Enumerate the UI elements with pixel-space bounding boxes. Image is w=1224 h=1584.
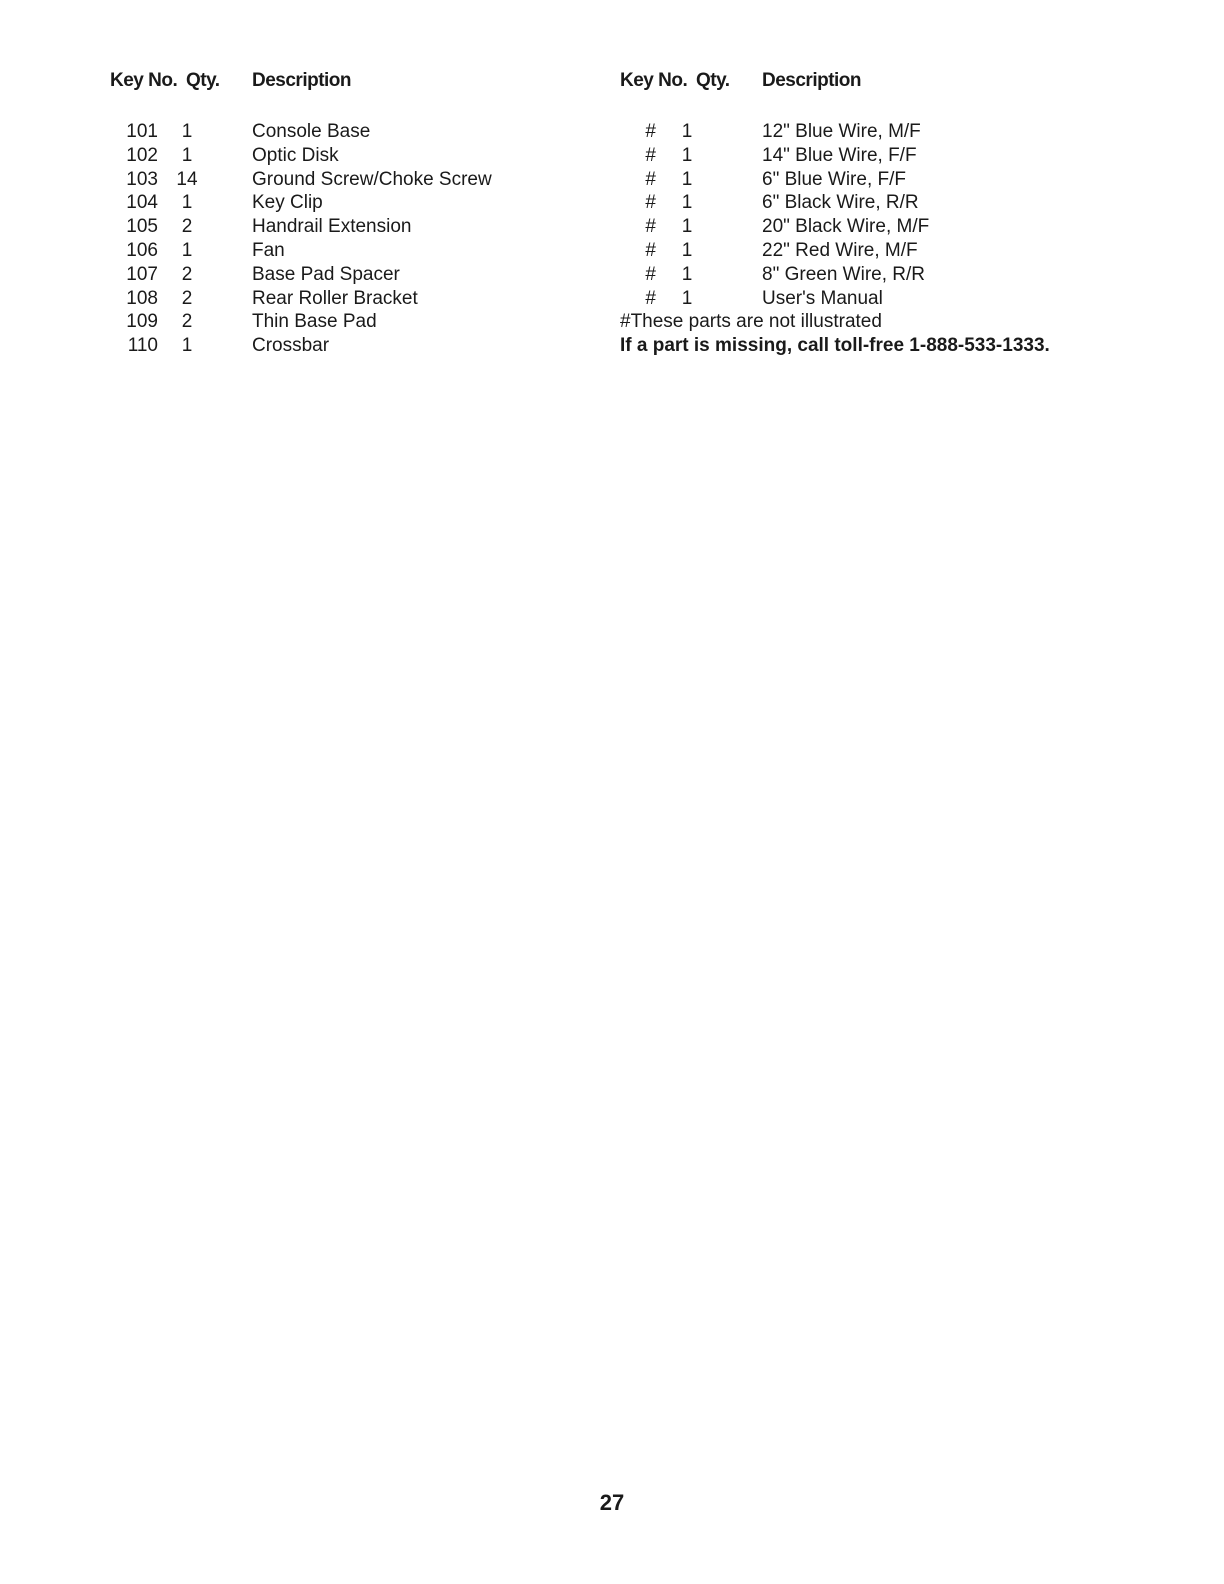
part-key-no: 106: [126, 239, 158, 261]
part-description: Rear Roller Bracket: [252, 287, 418, 309]
part-key-no: #: [645, 263, 656, 285]
part-description: 20" Black Wire, M/F: [762, 216, 930, 238]
part-row: [110, 144, 580, 168]
part-qty: 1: [681, 192, 693, 214]
part-row: [110, 120, 580, 144]
part-qty: 1: [181, 121, 193, 142]
part-row: [110, 310, 580, 334]
part-row: [620, 287, 1140, 311]
part-key-no: 104: [126, 192, 158, 214]
part-qty: 1: [181, 192, 193, 214]
part-key-no: 108: [126, 287, 158, 309]
part-qty: 1: [181, 144, 193, 166]
part-description: Fan: [252, 239, 285, 261]
description-header: Description: [252, 70, 352, 91]
part-description: Console Base: [252, 121, 371, 142]
part-description: 8" Green Wire, R/R: [762, 263, 926, 285]
part-key-no: 101: [126, 121, 158, 142]
part-key-no: #: [645, 192, 656, 214]
part-qty: 1: [181, 239, 193, 261]
part-key-no: 105: [126, 216, 158, 238]
part-description: Crossbar: [252, 335, 330, 357]
missing-part-note: If a part is missing, call toll-free 1-888-533-1333.: [620, 335, 1050, 357]
part-qty: 2: [181, 216, 193, 238]
part-key-no: 102: [126, 144, 158, 166]
part-qty: 1: [681, 144, 693, 166]
part-description: 12" Blue Wire, M/F: [762, 121, 921, 142]
qty-header: Qty.: [186, 70, 220, 91]
part-key-no: #: [645, 287, 656, 309]
part-key-no: #: [645, 168, 656, 190]
part-row: [620, 144, 1140, 168]
part-key-no: #: [645, 121, 656, 142]
part-row: [110, 191, 580, 215]
part-key-no: #: [645, 239, 656, 261]
part-description: Base Pad Spacer: [252, 263, 400, 285]
part-row: [110, 168, 580, 192]
key-no-header: Key No.: [620, 70, 688, 91]
part-qty: 14: [176, 168, 198, 190]
part-description: Ground Screw/Choke Screw: [252, 168, 492, 190]
part-qty: 1: [681, 216, 693, 238]
part-description: 6" Black Wire, R/R: [762, 192, 919, 214]
part-key-no: 107: [126, 263, 158, 285]
part-description: 22" Red Wire, M/F: [762, 239, 918, 261]
parts-list-header: [620, 68, 1140, 94]
part-qty: 2: [181, 263, 193, 285]
part-key-no: 110: [127, 335, 158, 357]
part-qty: 1: [681, 263, 693, 285]
part-row: [620, 168, 1140, 192]
part-key-no: 109: [126, 311, 158, 333]
qty-header: Qty.: [696, 70, 730, 91]
part-key-no: #: [645, 144, 656, 166]
part-description: Thin Base Pad: [252, 311, 377, 333]
part-key-no: #: [645, 216, 656, 238]
part-description: User's Manual: [762, 287, 883, 309]
parts-rows: [620, 120, 1140, 310]
part-description: Handrail Extension: [252, 216, 412, 238]
part-row: [620, 239, 1140, 263]
part-description: Key Clip: [252, 192, 323, 214]
part-row: [110, 334, 580, 358]
part-qty: 1: [681, 287, 693, 309]
part-row: [620, 215, 1140, 239]
part-qty: 1: [681, 168, 693, 190]
part-qty: 1: [681, 121, 693, 142]
part-key-no: 103: [126, 168, 158, 190]
parts-rows: [110, 120, 580, 358]
part-row: [620, 191, 1140, 215]
parts-list-header: [110, 68, 580, 94]
part-row: [110, 215, 580, 239]
part-row: [110, 239, 580, 263]
part-description: 14" Blue Wire, F/F: [762, 144, 917, 166]
part-qty: 2: [181, 287, 193, 309]
parts-list-right: [620, 68, 1140, 358]
page-number: 27: [599, 1490, 625, 1515]
not-illustrated-note: #These parts are not illustrated: [620, 311, 882, 333]
part-description: 6" Blue Wire, F/F: [762, 168, 906, 190]
part-qty: 1: [181, 335, 193, 357]
part-qty: 2: [181, 311, 193, 333]
part-row: [110, 287, 580, 311]
description-header: Description: [762, 70, 862, 91]
part-row: [620, 263, 1140, 287]
part-qty: 1: [681, 239, 693, 261]
part-row: [620, 120, 1140, 144]
part-description: Optic Disk: [252, 144, 339, 166]
parts-list-left: [110, 68, 580, 358]
part-row: [110, 263, 580, 287]
key-no-header: Key No.: [110, 70, 178, 91]
